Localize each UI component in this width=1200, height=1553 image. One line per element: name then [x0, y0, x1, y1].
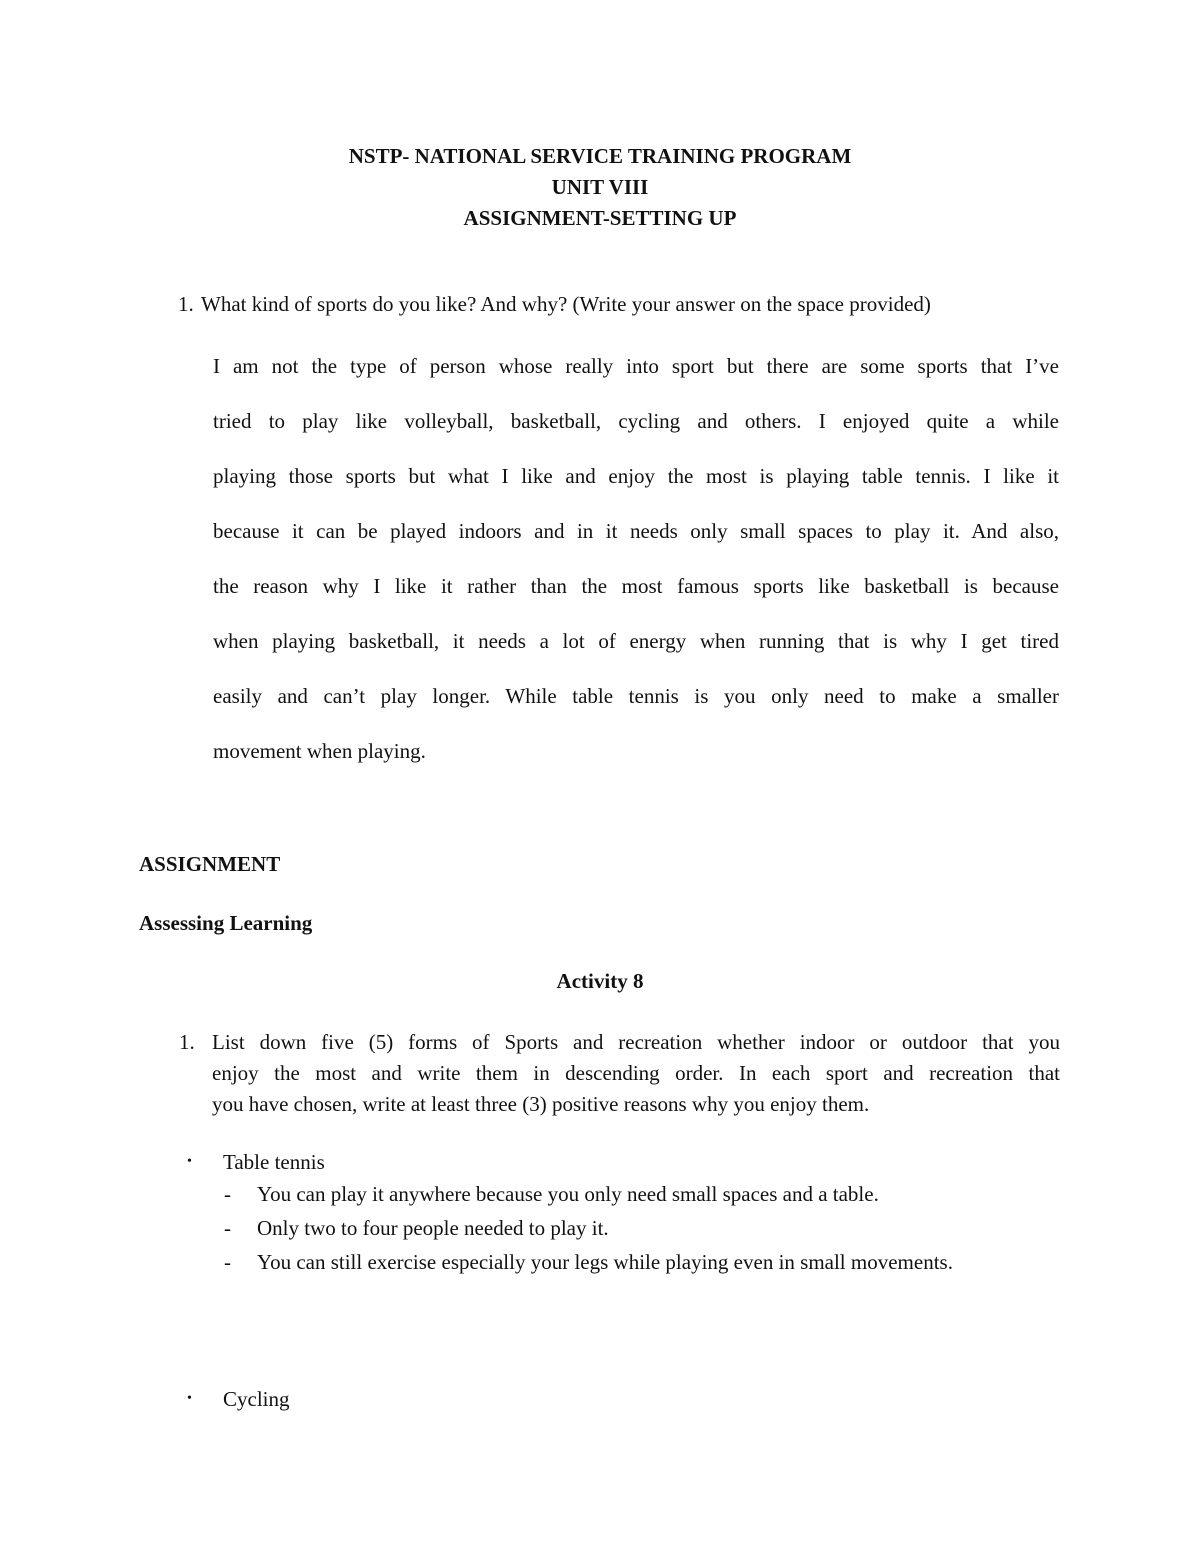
unit-label: UNIT VIII: [551, 175, 649, 199]
activity-title: Activity 8: [556, 969, 644, 993]
answer-line: when playing basketball, it needs a lot of energy when running that is why I get tired: [213, 629, 1059, 653]
dash-icon: -: [224, 1216, 231, 1240]
answer-line: because it can be played indoors and in it needs only small spaces to play it. And also,: [213, 519, 1059, 543]
reason-text: You can play it anywhere because you only need small spaces and a table.: [257, 1182, 879, 1206]
dash-icon: -: [224, 1182, 231, 1206]
answer-paragraph: [213, 351, 1059, 791]
instruction-number: 1.: [179, 1030, 195, 1054]
answer-line: tried to play like volleyball, basketball, cycling and others. I enjoyed quite a while: [213, 409, 1059, 433]
question-number: 1.: [178, 292, 194, 316]
answer-line: playing those sports but what I like and enjoy the most is playing table tennis. I like it: [213, 464, 1059, 488]
reason-text: You can still exercise especially your legs while playing even in small movements.: [257, 1250, 953, 1274]
sport-name: Cycling: [223, 1387, 290, 1411]
assignment-subtitle: ASSIGNMENT-SETTING UP: [463, 206, 737, 230]
answer-line: movement when playing.: [213, 739, 426, 763]
reason-text: Only two to four people needed to play it.: [257, 1216, 609, 1240]
instruction-text: [212, 1027, 1060, 1120]
instruction-line: enjoy the most and write them in descending order. In each sport and recreation that: [212, 1061, 1060, 1085]
question-text: What kind of sports do you like? And why? (Write your answer on the space provided): [201, 292, 931, 316]
document-title: NSTP- NATIONAL SERVICE TRAINING PROGRAM: [348, 144, 852, 168]
bullet-icon: •: [187, 1154, 192, 1169]
instruction-line: List down five (5) forms of Sports and recreation whether indoor or outdoor that you: [212, 1030, 1060, 1054]
answer-line: I am not the type of person whose really into sport but there are some sports that I’ve: [213, 354, 1059, 378]
instruction-line: you have chosen, write at least three (3) positive reasons why you enjoy them.: [212, 1092, 870, 1116]
assignment-heading: ASSIGNMENT: [139, 852, 281, 876]
answer-line: the reason why I like it rather than the most famous sports like basketball is because: [213, 574, 1059, 598]
dash-icon: -: [224, 1250, 231, 1274]
assessing-learning-heading: Assessing Learning: [139, 911, 313, 935]
answer-line: easily and can’t play longer. While table tennis is you only need to make a smaller: [213, 684, 1059, 708]
sport-name: Table tennis: [223, 1150, 325, 1174]
bullet-icon: •: [187, 1391, 192, 1406]
